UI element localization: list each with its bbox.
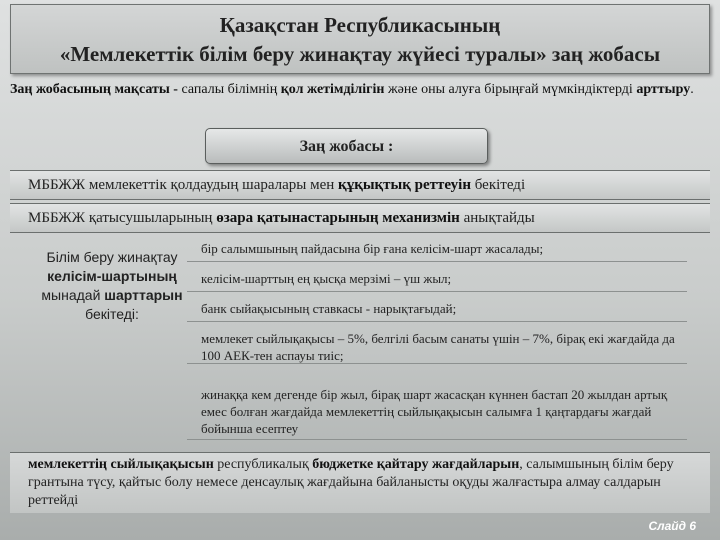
provision-bar-2 <box>10 203 710 233</box>
title-box <box>10 4 710 74</box>
bottom-text-2: , салымшының білім беру грантына түсу, қайтыс болу немесе денсаулық жағдайына байланысты оқуды жалғастыра алмау салдарын реттейді <box>28 457 674 508</box>
slide-number: Слайд 6 <box>648 519 696 533</box>
bottom-text-1: республикалық <box>213 457 313 472</box>
goal-label: Заң жобасының мақсаты - <box>10 82 182 97</box>
contract-label-5: бекітеді: <box>85 306 139 322</box>
provision-2-text: МББЖЖ қатысушыларының <box>28 210 217 226</box>
condition-item-1: бір салымшының пайдасына бір ғана келісім-шарт жасалады; <box>187 234 687 262</box>
goal-statement <box>10 80 710 100</box>
goal-period: . <box>690 82 694 97</box>
provision-bar-1 <box>10 170 710 200</box>
bottom-emphasis-2: бюджетке қайтару жағдайларын <box>312 457 520 472</box>
provision-1-emphasis: құқықтық реттеуін <box>338 177 471 193</box>
condition-item-3: банк сыйақысының ставкасы - нарықтағыдай; <box>187 294 687 322</box>
contract-label-1: Білім беру жинақтау <box>46 249 178 265</box>
condition-item-5: жинаққа кем дегенде бір жыл, бірақ шарт жасасқан күннен бастап 20 жылдан артық емес болған жағдайда мемлекеттің сыйлықақысын салымға 1 қаңтардағы жағдай бойынша есептеу <box>187 384 687 440</box>
provision-1-end: бекітеді <box>471 177 526 193</box>
contract-conditions-label <box>28 248 196 398</box>
goal-text-1: сапалы білімнің <box>181 82 281 97</box>
contract-label-4: шарттарын <box>104 287 183 303</box>
bottom-emphasis-1: мемлекеттің сыйлықақысын <box>28 457 214 472</box>
provision-2-emphasis: өзара қатынастарының механизмін <box>216 210 460 226</box>
goal-emphasis-1: қол жетімділігін <box>280 82 385 97</box>
condition-item-2: келісім-шарттың ең қысқа мерзімі – үш жыл; <box>187 264 687 292</box>
goal-emphasis-2: арттыру <box>636 82 691 97</box>
contract-label-3: мынадай <box>41 287 105 303</box>
provision-1-text: МББЖЖ мемлекеттік қолдаудың шаралары мен <box>28 177 339 193</box>
contract-label-2: келісім-шартының <box>47 268 177 284</box>
law-draft-button[interactable]: Заң жобасы : <box>205 128 488 164</box>
condition-item-4: мемлекет сыйлықақысы – 5%, белгілі басым санаты үшін – 7%, бірақ екі жағдайда да 100 АЕК-тен аспауы тиіс; <box>187 324 687 364</box>
bottom-provision <box>10 452 710 513</box>
provision-2-end: анықтайды <box>459 210 535 226</box>
goal-text-2: және оны алуға бірыңғай мүмкіндіктерді <box>384 82 637 97</box>
title-line-1: Қазақстан Республикасының <box>219 13 501 37</box>
title-line-2: «Мемлекеттік білім беру жинақтау жүйесі туралы» заң жобасы <box>59 42 661 66</box>
